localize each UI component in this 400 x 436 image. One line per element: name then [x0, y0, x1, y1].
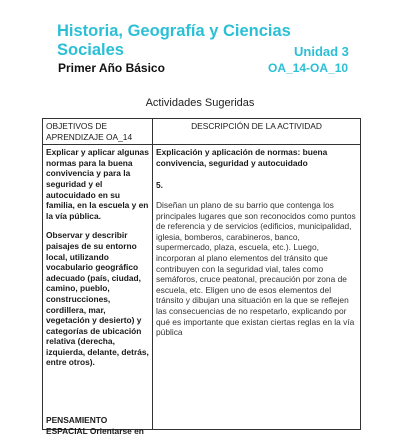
- activity-title: Explicación y aplicación de normas: buena convivencia, seguridad y autocuidado: [156, 147, 328, 168]
- document-title: Historia, Geografía y Ciencias Sociales: [57, 22, 291, 59]
- objective-text-3: PENSAMIENTO ESPACIAL Orientarse en: [46, 415, 144, 436]
- table-row: [43, 145, 361, 430]
- objective-text-2: Observar y describir paisajes de su entorno local, utilizando vocabulario geográfico adecuado (país, ciudad, camino, pueblo, construcciones, cordillera, mar, vegetación y desierto) y categorías de ubicación relativa (derecha, izquierda, delante, detrás, entre otros).: [46, 230, 149, 368]
- unit-label: Unidad 3: [294, 44, 349, 59]
- section-title: Actividades Sugeridas: [145, 97, 255, 109]
- table-header-row: [43, 119, 361, 145]
- activities-table: [42, 118, 361, 436]
- activity-description: Diseñan un plano de su barrio que contenga los principales lugares que son reconocidos como puntos de referencia y de servicios (edificios, municipalidad, iglesia, bomberos, carabineros, banco, supermercado, plaza, escuela, etc.). Luego, incorporan al plano elementos del tránsito que contribuyen con la seguridad vial, tales como semáforos, cruce peatonal, precaución por zona de escuela, etc. Eligen uno de esos elementos del tránsito y dibujan una situación en la que se reflejen las consecuencias de no respetarlo, explicando por qué es importante que existan ciertas reglas en la vía pública: [156, 199, 356, 338]
- description-cell: [153, 145, 361, 430]
- oa-range-label: OA_14-OA_10: [268, 61, 349, 75]
- activity-number: 5.: [156, 180, 163, 191]
- objectives-cell: [43, 145, 153, 436]
- grade-label: Primer Año Básico: [58, 61, 165, 75]
- objective-text-1: Explicar y aplicar algunas normas para la buena convivencia y para la seguridad y el autocuidado en su familia, en la escuela y en la vía pública.: [46, 147, 149, 221]
- description-column-header: DESCRIPCIÓN DE LA ACTIVIDAD: [153, 119, 361, 145]
- objectives-column-header: OBJETIVOS DE APRENDIZAJE OA_14: [43, 119, 153, 145]
